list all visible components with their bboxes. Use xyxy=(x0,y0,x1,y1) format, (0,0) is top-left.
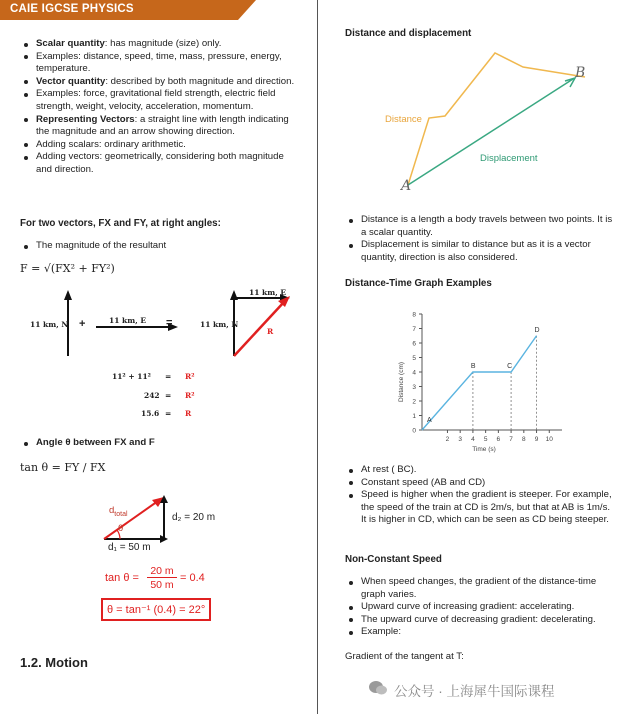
bullet-adding-vectors: Adding vectors: geometrically, considering both magnitude and direction. xyxy=(20,151,295,176)
bullet-at-rest: At rest ( BC). xyxy=(345,464,615,477)
label-displacement: Displacement xyxy=(480,153,538,164)
label-dtotal: $d_{total}$ xyxy=(109,505,128,518)
dist-disp-heading: Distance and displacement xyxy=(345,28,472,39)
bullet-scalar-examples: Examples: distance, speed, time, mass, pressure, energy, temperature. xyxy=(20,51,295,76)
calc-row-2-eq: = xyxy=(165,391,172,400)
calc-row-1-lhs: 11² + 11² xyxy=(112,372,151,381)
point-label-b: B xyxy=(470,363,476,370)
y-tick-label: 1 xyxy=(412,413,416,420)
label-r: R xyxy=(267,327,274,336)
tan-prefix: tan θ = xyxy=(105,572,139,584)
y-tick-label: 3 xyxy=(412,384,416,391)
formula-tan: tan θ = FY / FX xyxy=(20,461,106,474)
point-label-c: C xyxy=(507,363,513,370)
calc-row-2-lhs: 242 xyxy=(144,391,160,400)
bullet-vector: Vector quantity: described by both magnitude and direction. xyxy=(20,76,295,89)
label-distance: Distance xyxy=(385,114,422,125)
y-tick-label: 7 xyxy=(412,326,416,333)
label-11km-e: 11 km, E xyxy=(109,316,147,325)
distance-displacement-diagram xyxy=(345,45,595,205)
point-label-d: D xyxy=(534,326,540,334)
banner-title: CAIE IGCSE PHYSICS xyxy=(10,3,134,15)
x-tick-label: 5 xyxy=(483,436,488,443)
right-angle-heading: For two vectors, FX and FY, at right angles: xyxy=(20,218,221,229)
displacement-line xyxy=(408,79,573,185)
bullet-vector-examples: Examples: force, gravitational field strength, electric field strength, weight, velocity, acceleration, momentum. xyxy=(20,88,295,113)
bullet-distance: Distance is a length a body travels between two points. It is a scalar quantity. xyxy=(345,214,615,239)
bullet-accelerating: Upward curve of increasing gradient: accelerating. xyxy=(345,601,615,614)
dd-bullet-list xyxy=(345,214,615,264)
gradient-tangent-text: Gradient of the tangent at T: xyxy=(345,651,464,662)
x-tick-label: 3 xyxy=(458,436,462,443)
distance-series-line xyxy=(422,336,537,430)
label-11km-e-2: 11 km, E xyxy=(249,288,287,297)
equals-sign: = xyxy=(166,317,173,329)
non-constant-heading: Non-Constant Speed xyxy=(345,554,442,565)
point-label-a: A xyxy=(427,417,432,424)
x-tick-label: 4 xyxy=(471,436,475,443)
y-tick-label: 6 xyxy=(412,340,416,348)
y-axis-label: Distance (cm) xyxy=(398,361,405,403)
bullet-example: Example: xyxy=(345,626,615,639)
bullet-gradient: Speed is higher when the gradient is steeper. For example, the speed of the train at CD is 2m/s, but that at AB is 1m/s. It is higher in CD, which can be seen as CD being steeper. xyxy=(345,489,615,527)
resultant-list xyxy=(20,240,300,253)
y-tick-label: 8 xyxy=(412,311,416,319)
y-tick-label: 2 xyxy=(412,398,416,406)
bullet-displacement: Displacement is similar to distance but as it is a vector quantity, direction is also considered. xyxy=(345,239,615,264)
x-tick-label: 9 xyxy=(534,436,539,443)
point-a: A xyxy=(401,178,412,194)
bullet-representing: Representing Vectors: a straight line with length indicating the magnitude and an arrow showing direction. xyxy=(20,114,295,139)
x-axis-label: Time (s) xyxy=(472,446,496,453)
calc-row-3-lhs: 15.6 xyxy=(141,409,160,418)
distance-time-chart xyxy=(395,302,570,460)
angle-list xyxy=(20,437,300,450)
x-tick-label: 10 xyxy=(545,436,553,443)
label-11km-n-2: 11 km, N xyxy=(200,320,239,329)
label-11km-n: 11 km, N xyxy=(30,320,69,329)
dt-graph-heading: Distance-Time Graph Examples xyxy=(345,278,492,289)
calc-row-1-rhs: R² xyxy=(185,372,195,381)
wechat-icon xyxy=(368,680,388,696)
y-tick-label: 4 xyxy=(412,369,416,377)
x-tick-label: 8 xyxy=(522,436,526,443)
bullet-speed-changes: When speed changes, the gradient of the distance-time graph varies. xyxy=(345,576,615,601)
motion-heading: 1.2. Motion xyxy=(20,655,88,670)
bullet-adding-scalars: Adding scalars: ordinary arithmetic. xyxy=(20,139,295,152)
calc-row-1-eq: = xyxy=(165,372,172,381)
bullet-scalar: Scalar quantity: has magnitude (size) only. xyxy=(20,38,295,51)
bullet-decelerating: The upward curve of decreasing gradient: decelerating. xyxy=(345,614,615,627)
label-d1: d₁ = 50 m xyxy=(108,542,151,553)
plus-sign: + xyxy=(79,318,86,330)
bullet-constant-speed: Constant speed (AB and CD) xyxy=(345,477,615,490)
label-d2: d₂ = 20 m xyxy=(172,512,216,523)
bullet-angle: Angle θ between FX and F xyxy=(20,437,300,450)
boxed-answer: θ = tan⁻¹ (0.4) = 22° xyxy=(101,598,211,621)
y-tick-label: 0 xyxy=(412,427,416,435)
calc-row-3-rhs: R xyxy=(185,409,192,418)
tan-denominator: 50 m xyxy=(150,579,174,591)
vector-bullet-list xyxy=(20,38,295,177)
tan-result: = 0.4 xyxy=(180,572,205,584)
label-theta: θ xyxy=(118,523,124,534)
calc-row-2-rhs: R² xyxy=(185,391,195,400)
bullet-resultant: The magnitude of the resultant xyxy=(20,240,300,253)
distance-path xyxy=(408,53,585,185)
x-tick-label: 7 xyxy=(509,436,513,443)
header-banner xyxy=(0,0,256,20)
calc-row-3-eq: = xyxy=(165,409,172,418)
x-tick-label: 2 xyxy=(445,436,450,443)
tan-numerator: 20 m xyxy=(147,565,177,578)
ncs-bullet-list xyxy=(345,576,615,639)
x-tick-label: 6 xyxy=(496,436,501,443)
formula-resultant: F = √(FX² + FY²) xyxy=(20,262,115,275)
watermark-text: 公众号 · 上海犀牛国际课程 xyxy=(394,684,555,699)
column-divider xyxy=(317,0,318,714)
dt-bullet-list xyxy=(345,464,615,527)
point-b: B xyxy=(575,65,586,81)
y-tick-label: 5 xyxy=(412,355,416,362)
